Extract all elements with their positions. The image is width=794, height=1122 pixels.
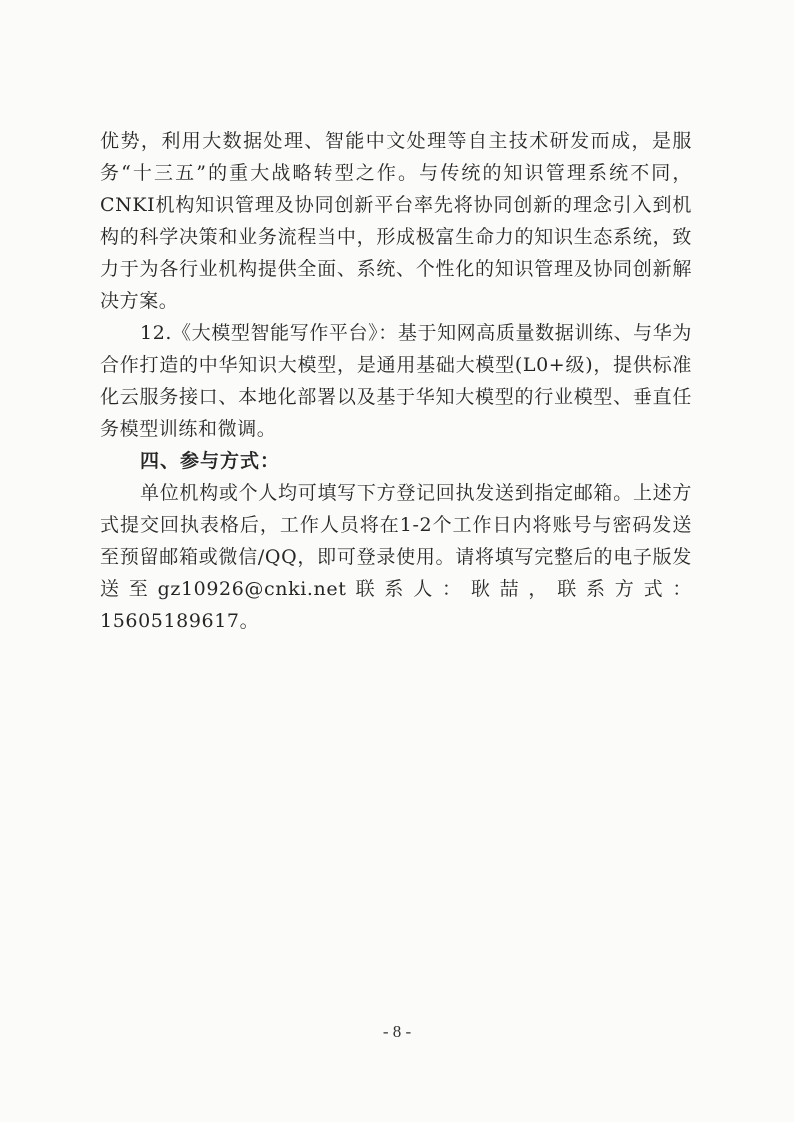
paragraph-participation-details: 单位机构或个人均可填写下方登记回执发送到指定邮箱。上述方式提交回执表格后，工作人员将在1-2个工作日内将账号与密码发送至预留邮箱或微信/QQ，即可登录使用。请将填写完整后的电子版发送至gz10926@cnki.net联系人：耿喆，联系方式：15605189617。 <box>100 482 692 632</box>
body-text <box>100 125 692 637</box>
paragraph-platform-description: 优势，利用大数据处理、智能中文处理等自主技术研发而成，是服务“十三五”的重大战略转型之作。与传统的知识管理系统不同，CNKI机构知识管理及协同创新平台率先将协同创新的理念引入到机构的科学决策和业务流程当中，形成极富生命力的知识生态系统，致力于为各行业机构提供全面、系统、个性化的知识管理及协同创新解决方案。 <box>100 130 692 312</box>
section-heading-participation: 四、参与方式： <box>140 450 281 472</box>
page-number: - 8 - <box>382 1022 412 1041</box>
paragraph-item-12: 12.《大模型智能写作平台》：基于知网高质量数据训练、与华为合作打造的中华知识大模型，是通用基础大模型(L0+级)，提供标准化云服务接口、本地化部署以及基于华知大模型的行业模型、垂直任务模型训练和微调。 <box>100 322 692 440</box>
